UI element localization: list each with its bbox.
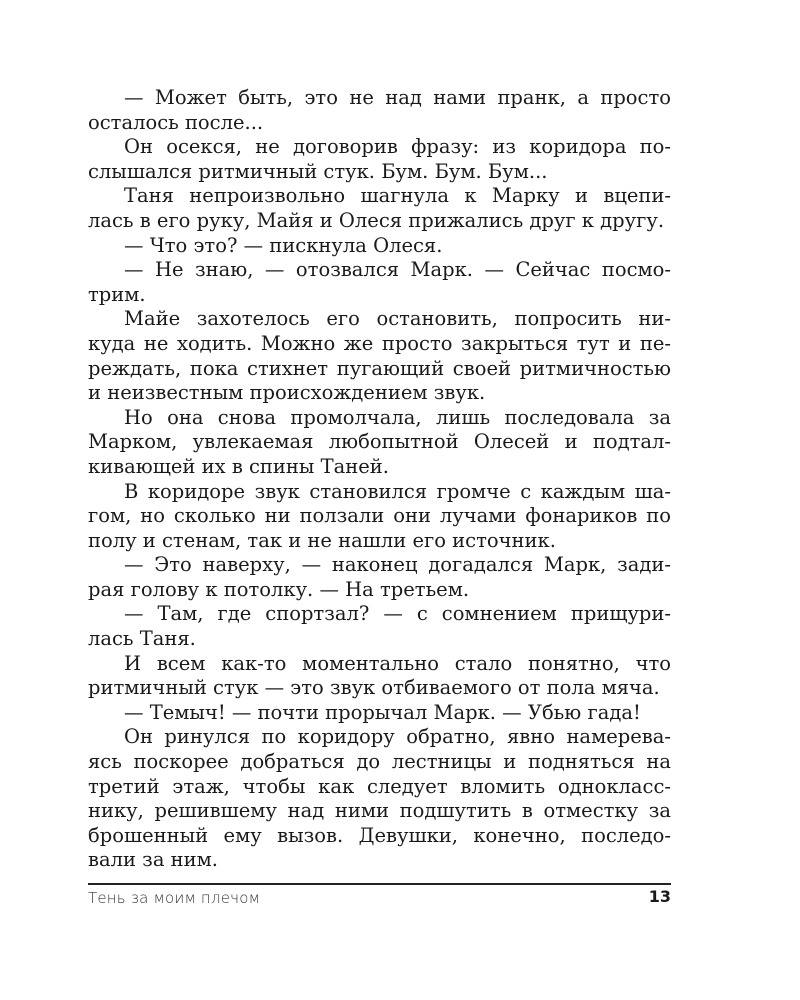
text-line: нику, решившему над ними подшутить в отместку за [88, 799, 671, 823]
text-line: — Это наверху, — наконец догадался Марк, зади- [124, 553, 671, 577]
text-line: рая голову к потолку. — На третьем. [88, 577, 470, 601]
text-line: слышался ритмичный стук. Бум. Бум. Бум... [88, 159, 548, 183]
text-line: куда не ходить. Можно же просто закрыться тут и пе- [88, 331, 671, 355]
text-line: И всем как-то моментально стало понятно, что [124, 651, 671, 675]
text-line: вали за ним. [88, 848, 219, 872]
text-line: лась Таня. [88, 627, 196, 651]
running-footer-title: Тень за моим плечом [88, 889, 261, 907]
text-line: — Может быть, это не над нами пранк, а просто [124, 86, 671, 109]
text-line: Майе захотелось его остановить, попросить ни- [124, 307, 671, 331]
text-line: Марком, увлекаемая любопытной Олесей и подтал- [88, 430, 671, 454]
footer-divider [88, 883, 671, 885]
page-number: 13 [648, 887, 671, 906]
text-line: ритмичный стук — это звук отбиваемого от пола мяча. [88, 676, 660, 700]
text-line: гом, но сколько ни ползали они лучами фонариков по [88, 504, 671, 528]
text-line: осталось после... [88, 110, 264, 134]
text-line: кивающей их в спины Таней. [88, 454, 389, 478]
body-text [88, 86, 671, 873]
text-line: третий этаж, чтобы как следует вломить однокласс- [88, 774, 671, 798]
text-line: полу и стенам, так и не нашли его источник. [88, 528, 556, 552]
text-line: — Темыч! — почти прорычал Марк. — Убью гада! [124, 700, 641, 724]
text-line: брошенный ему вызов. Девушки, конечно, последо- [88, 823, 671, 847]
text-line: Он осекся, не договорив фразу: из коридора по- [124, 135, 671, 159]
text-line: В коридоре звук становился громче с каждым ша- [124, 479, 671, 503]
text-line: реждать, пока стихнет пугающий своей ритмичностью [88, 356, 671, 380]
text-line: Он ринулся по коридору обратно, явно намерева- [124, 725, 671, 749]
text-line: Но она снова промолчала, лишь последовала за [124, 405, 671, 429]
text-line: лась в его руку, Майя и Олеся прижались друг к другу. [88, 208, 665, 232]
text-line: — Что это? — пискнула Олеся. [124, 233, 443, 257]
text-line: — Там, где спортзал? — с сомнением прищури- [124, 602, 671, 626]
text-line: Таня непроизвольно шагнула к Марку и вцепи- [124, 184, 671, 208]
text-line: — Не знаю, — отозвался Марк. — Сейчас посмо- [124, 258, 671, 282]
text-line: и неизвестным происхождением звук. [88, 381, 486, 405]
text-line: трим. [88, 282, 146, 306]
text-line: ясь поскорее добраться до лестницы и подняться на [88, 750, 671, 774]
